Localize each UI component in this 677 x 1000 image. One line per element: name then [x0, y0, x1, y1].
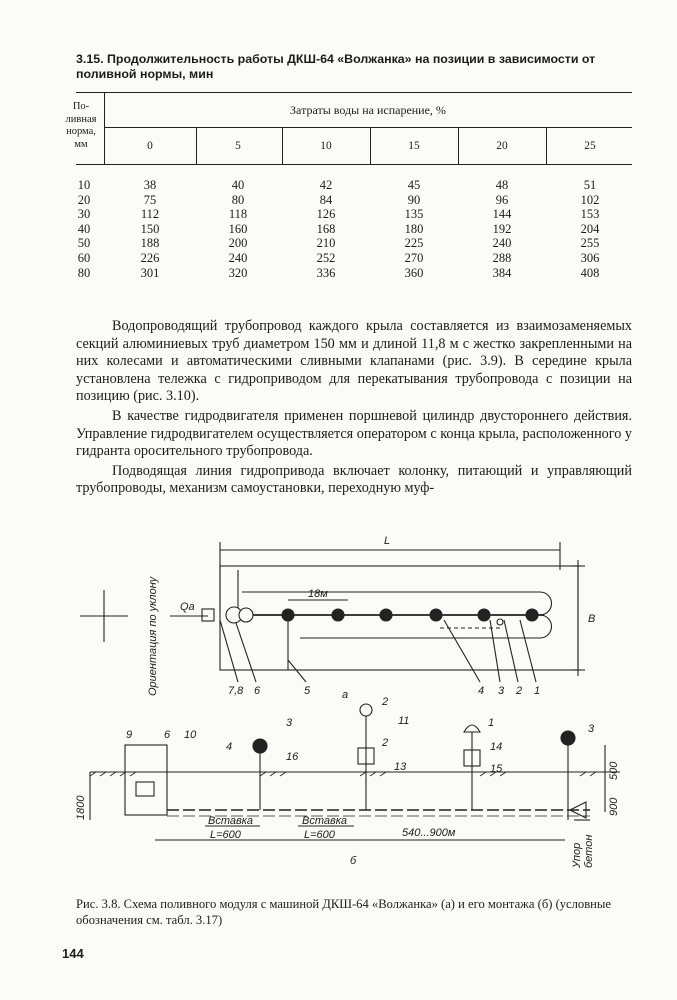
callout-number: 2: [516, 685, 523, 697]
table-cell: 270: [404, 251, 424, 265]
table-divider: [196, 127, 197, 164]
pump-station: [125, 745, 167, 815]
callout-number: 11: [398, 715, 410, 727]
table-cell: 188: [140, 236, 160, 251]
leader-line: [504, 620, 518, 682]
sprinkler-symbol: [561, 731, 575, 745]
sprinkler-symbol: [526, 609, 538, 621]
column-header: 10: [320, 140, 332, 152]
paragraph: Водопроводящий трубопровод каждого крыла составляется из взаимозаменяемых секций алюминиевых труб диаметром 150 мм и длиной 11,8 м с жестко закрепленными на них колесами и автоматическими сливными клапанами (рис. 3.9). В середине крыла установлена тележка с гидроприводом для перекатывания трубопровода с позиции на позицию (рис. 3.10).: [76, 318, 632, 405]
table-cell: 384: [492, 265, 512, 280]
insert-length: L=600: [304, 829, 335, 841]
callout-number: 2: [382, 737, 389, 749]
table-cell: 118: [228, 207, 248, 222]
table-cell: 144: [492, 207, 512, 222]
insert-label: Вставка: [208, 815, 254, 827]
dim-900-label: 900: [608, 797, 620, 816]
sprinkler-symbol: [430, 609, 442, 621]
stop-label: Упор: [571, 842, 583, 868]
table-cell: 255: [580, 236, 600, 251]
sprinkler-symbol: [478, 609, 490, 621]
table-cell: 153: [580, 207, 600, 222]
table-cell: 320: [228, 265, 248, 280]
valve-box: [136, 782, 154, 796]
callout-number: 2: [382, 696, 389, 708]
row-header-line: норма,: [66, 126, 96, 137]
row-norm: 30: [77, 207, 91, 222]
row-norm: 10: [77, 178, 91, 192]
table-cell: 408: [580, 265, 600, 280]
cart-wheel: [497, 619, 503, 625]
body-text: [76, 318, 632, 500]
callout-number: 5: [304, 685, 311, 697]
table-title: 3.15. Продолжительность работы ДКШ-64 «Волжанка» на позиции в зависимости от поливной нормы, мин: [76, 52, 596, 81]
table-cell: 301: [140, 265, 160, 280]
flow-label: Qа: [180, 601, 195, 613]
callout-number: 16: [286, 751, 299, 763]
hydrant-symbol: [202, 609, 214, 621]
table-cell: 210: [316, 236, 336, 251]
table-header-rule: [76, 164, 632, 165]
length-label: 540...900м: [402, 827, 456, 839]
sprinkler-symbol: [253, 739, 267, 753]
table-divider: [104, 92, 105, 164]
table-cell: 225: [404, 236, 424, 251]
table-cell: 306: [580, 251, 600, 265]
callout-number: 3: [588, 723, 595, 735]
callout-number: 1: [534, 685, 541, 697]
stop-label: бетон: [583, 834, 595, 868]
callout-number: 14: [490, 741, 503, 753]
leader-line: [220, 620, 238, 682]
callout-number: 4: [226, 741, 233, 753]
orientation-label: Ориентация по уклону: [147, 576, 159, 696]
callout-number: 3: [286, 717, 293, 729]
hydrant-circle: [239, 608, 253, 622]
insert-length: L=600: [210, 829, 241, 841]
sprinkler-symbol: [332, 609, 344, 621]
row-norm: 20: [77, 192, 91, 207]
hydrant-column: [464, 725, 480, 732]
callout-number: 10: [184, 729, 197, 741]
table-divider: [370, 127, 371, 164]
callout-number: 7,8: [228, 685, 244, 697]
module-scheme-figure: [60, 520, 660, 890]
table-cell: 48: [495, 178, 509, 192]
table-cell: 226: [140, 251, 160, 265]
callout-number: 6: [164, 729, 171, 741]
insert-label: Вставка: [302, 815, 348, 827]
row-header-line: По-: [72, 101, 90, 112]
table-cell: 42: [319, 178, 333, 192]
table-cell: 168: [316, 221, 336, 236]
table-cell: 288: [492, 251, 512, 265]
table-cell: 336: [316, 265, 336, 280]
depth-label: 1800: [75, 795, 87, 820]
table-divider: [282, 127, 283, 164]
part-b-label: б: [350, 855, 357, 867]
table-cell: 252: [316, 251, 336, 265]
row-norm: 60: [77, 251, 91, 265]
sprinkler-symbol: [380, 609, 392, 621]
table-cell: 126: [316, 207, 336, 222]
column-header: 15: [408, 140, 420, 152]
page-number: 144: [62, 946, 84, 961]
spacing-label: 18м: [308, 588, 328, 600]
table-divider: [546, 127, 547, 164]
callout-number: 6: [254, 685, 261, 697]
table-cell: 80: [231, 192, 245, 207]
ground-hatching: [90, 772, 596, 776]
row-header-line: ливная: [65, 113, 97, 125]
column-header: 25: [584, 140, 596, 152]
wing-turn: [540, 592, 552, 615]
table-cell: 240: [228, 251, 248, 265]
row-norm: 50: [77, 236, 91, 251]
leader-line: [288, 660, 306, 682]
callout-number: 15: [490, 763, 503, 775]
field-plot: [220, 566, 578, 670]
leader-line: [444, 620, 480, 682]
callout-number: 13: [394, 761, 407, 773]
table-cell: 160: [228, 221, 248, 236]
table-mid-rule: [104, 127, 632, 128]
leader-line: [490, 620, 500, 682]
row-norm: 80: [77, 265, 91, 280]
figure-caption: Рис. 3.8. Схема поливного модуля с машиной ДКШ-64 «Волжанка» (а) и его монтажа (б) (условные обозначения см. табл. 3.17): [76, 897, 611, 927]
table-cell: 112: [140, 207, 160, 222]
table-cell: 45: [407, 178, 421, 192]
table-cell: 360: [404, 265, 424, 280]
table-cell: 90: [407, 192, 421, 207]
row-norm: 40: [77, 221, 91, 236]
column-header: 5: [235, 140, 241, 152]
table-cell: 38: [143, 178, 157, 192]
table-cell: 240: [492, 236, 512, 251]
table-cell: 204: [580, 221, 600, 236]
table-cell: 192: [492, 221, 512, 236]
dim-500-label: 500: [608, 761, 620, 780]
wing-turn: [540, 615, 552, 638]
column-header: 0: [147, 140, 153, 152]
table-cell: 102: [580, 192, 600, 207]
sprinkler-symbol: [282, 609, 294, 621]
table-cell: 180: [404, 221, 424, 236]
dim-B-label: B: [588, 613, 596, 625]
leader-line: [520, 620, 536, 682]
row-header: [58, 101, 104, 151]
leader-line: [235, 620, 256, 682]
callout-number: 1: [488, 717, 495, 729]
part-a-label: а: [342, 689, 349, 701]
callout-number: 3: [498, 685, 505, 697]
group-header: Затраты воды на испарение, %: [290, 103, 446, 117]
gauge-symbol: [360, 704, 372, 716]
paragraph: Подводящая линия гидропривода включает колонку, питающий и управляющий трубопроводы, механизм самоустановки, переходную муф-: [76, 462, 632, 497]
paragraph: В качестве гидродвигателя применен поршневой цилиндр двустороннего действия. Управление гидродвигателем осуществляется оператором с конца крыла, расположенного у гидранта оросительного трубопровода.: [76, 407, 632, 460]
table-cell: 75: [143, 192, 157, 207]
callout-number: 4: [478, 685, 485, 697]
row-header-line: мм: [74, 138, 88, 150]
table-top-rule: [76, 92, 632, 93]
table-cell: 51: [583, 178, 597, 192]
callout-number: 9: [126, 729, 133, 741]
table-cell: 84: [319, 192, 333, 207]
table-cell: 40: [231, 178, 245, 192]
table-cell: 135: [404, 207, 424, 222]
dim-L-label: L: [384, 535, 391, 547]
column-header: 20: [496, 140, 508, 152]
table-cell: 150: [140, 221, 160, 236]
table-cell: 96: [495, 192, 509, 207]
table-cell: 200: [228, 236, 248, 251]
table-divider: [458, 127, 459, 164]
